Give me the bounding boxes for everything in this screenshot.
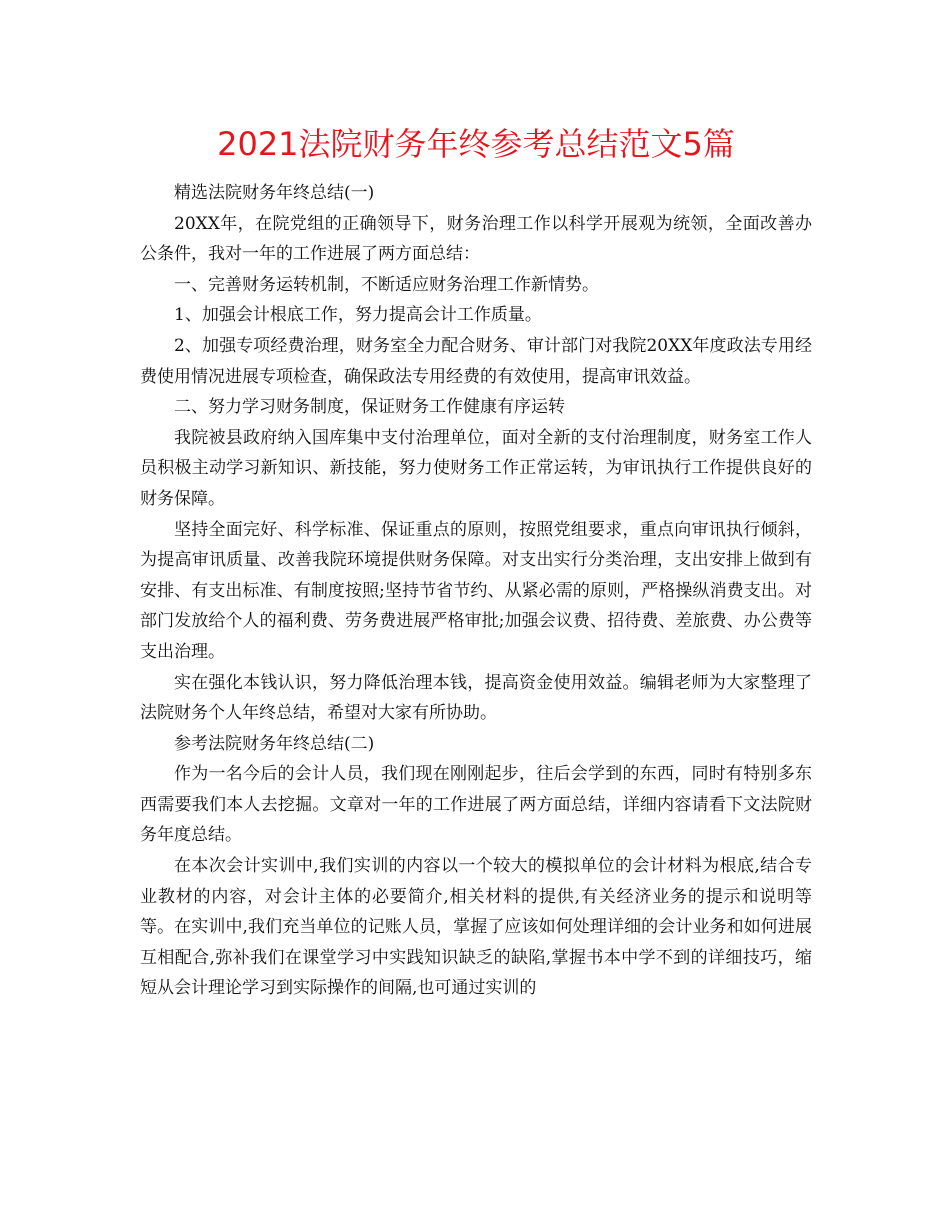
paragraph: 1、加强会计根底工作，努力提高会计工作质量。 [174,305,542,326]
paragraph: 一、完善财务运转机制，不断适应财务治理工作新情势。 [174,274,599,295]
paragraph: 二、努力学习财务制度，保证财务工作健康有序运转 [174,397,565,418]
paragraph: 20XX年，在院党组的正确领导下，财务治理工作以科学开展观为统领，全面改善办公条件，我对一年的工作进展了两方面总结： [140,213,812,265]
paragraph-section-heading-2: 参考法院财务年终总结(二) [174,733,375,754]
paragraph: 实在强化本钱认识，努力降低治理本钱，提高资金使用效益。编辑老师为大家整理了法院财务个人年终总结，希望对大家有所协助。 [140,672,812,724]
paragraph: 坚持全面完好、科学标准、保证重点的原则，按照党组要求，重点向审讯执行倾斜，为提高审讯质量、改善我院环境提供财务保障。对支出实行分类治理，支出安排上做到有安排、有支出标准、有制度按照;坚持节省节约、从紧必需的原则，严格操纵消费支出。对部门发放给个人的福利费、劳务费进展严格审批;加强会议费、招待费、差旅费、办公费等支出治理。 [140,519,812,662]
paragraph: 2、加强专项经费治理，财务室全力配合财务、审计部门对我院20XX年度政法专用经费使用情况进展专项检查，确保政法专用经费的有效使用，提高审讯效益。 [140,335,812,387]
paragraph-section-heading-1: 精选法院财务年终总结(一) [174,183,375,203]
paragraph: 我院被县政府纳入国库集中支付治理单位，面对全新的支付治理制度，财务室工作人员积极主动学习新知识、新技能，努力使财务工作正常运转，为审讯执行工作提供良好的财务保障。 [140,427,812,509]
paragraph: 作为一名今后的会计人员，我们现在刚刚起步，往后会学到的东西，同时有特别多东西需要我们本人去挖掘。文章对一年的工作进展了两方面总结，详细内容请看下文法院财务年度总结。 [140,764,812,846]
paragraph: 在本次会计实训中,我们实训的内容以一个较大的模拟单位的会计材料为根底,结合专业教材的内容，对会计主体的必要简介,相关材料的提供,有关经济业务的提示和说明等等。在实训中,我们充当单位的记账人员，掌握了应该如何处理详细的会计业务和如何进展互相配合,弥补我们在课堂学习中实践知识缺乏的缺陷,掌握书本中学不到的详细技巧，缩短从会计理论学习到实际操作的间隔,也可通过实训的 [140,856,812,999]
document-page [140,118,812,1004]
document-title: 2021法院财务年终参考总结范文5篇 [217,125,735,163]
